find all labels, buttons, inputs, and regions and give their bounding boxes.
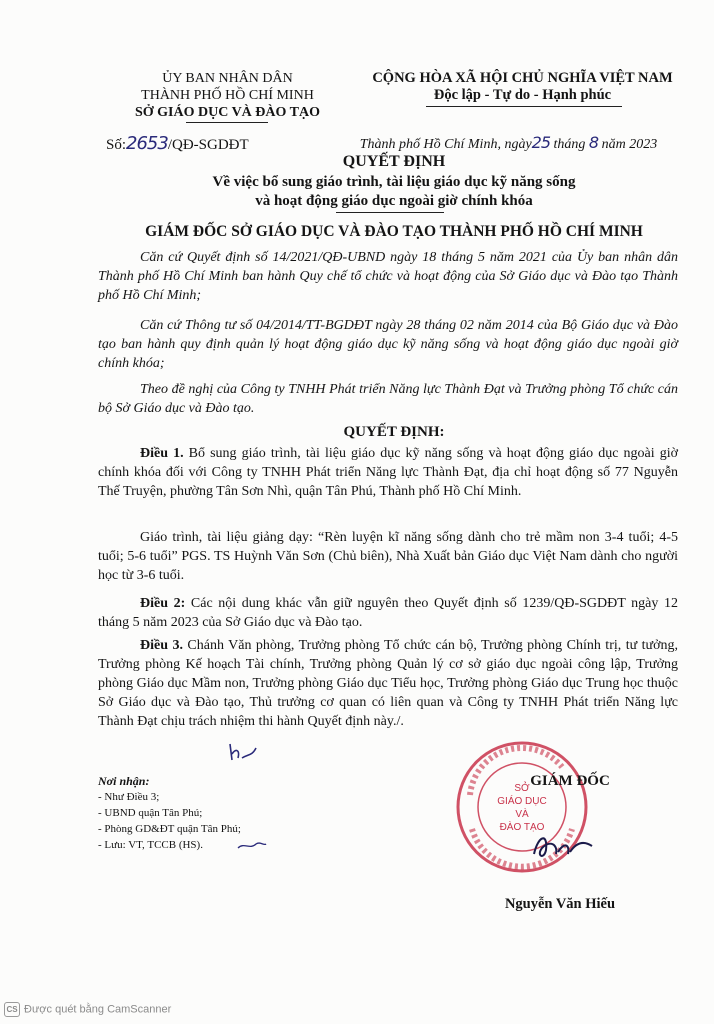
recipient-item: - Phòng GD&ĐT quận Tân Phú; bbox=[98, 823, 241, 835]
authority-underline bbox=[186, 122, 268, 123]
signer-title: GIÁM ĐỐC bbox=[530, 773, 610, 789]
doc-number-prefix: Số: bbox=[106, 137, 127, 153]
date-line bbox=[336, 133, 681, 153]
handwritten-signature bbox=[528, 826, 598, 866]
date-month: 8 bbox=[588, 133, 599, 152]
authority-line-3: SỞ GIÁO DỤC VÀ ĐÀO TẠO bbox=[134, 105, 320, 120]
recipients-heading: Nơi nhận: bbox=[98, 774, 150, 788]
article-2 bbox=[98, 594, 678, 632]
date-month-label: tháng bbox=[553, 137, 586, 152]
basis-3: Theo đề nghị của Công ty TNHH Phát triển Năng lực Thành Đạt và Trưởng phòng Tổ chức cán bộ Sở Giáo dục và Đào tạo. bbox=[98, 382, 678, 416]
stamp-text: ĐÀO TẠO bbox=[499, 822, 545, 833]
recipient-item: - Lưu: VT, TCCB (HS). bbox=[98, 839, 203, 851]
date-day: 25 bbox=[531, 133, 551, 152]
national-motto bbox=[350, 70, 695, 104]
article-1-extra: Giáo trình, tài liệu giảng dạy: “Rèn luyện kĩ năng sống dành cho trẻ mầm non 3-4 tuổi; 4-5 tuổi; 5-6 tuổi” PGS. TS Huỳnh Văn Sơn (Chủ biên), Nhà Xuất bản Giáo dục Việt Nam dành cho người học từ 3-6 tuổi. bbox=[98, 530, 678, 583]
motto: Độc lập - Tự do - Hạnh phúc bbox=[433, 87, 612, 103]
recipient-item: - Như Điều 3; bbox=[98, 791, 160, 803]
subject-underline bbox=[336, 212, 444, 213]
document-title: QUYẾT ĐỊNH bbox=[342, 153, 446, 170]
signer-name: Nguyễn Văn Hiếu bbox=[504, 896, 616, 912]
scanner-text: Được quét bằng CamScanner bbox=[24, 1003, 172, 1016]
recipient-item: - UBND quận Tân Phú; bbox=[98, 807, 203, 819]
authority-line-1: ỦY BAN NHÂN DÂN bbox=[162, 71, 293, 86]
recipients-block bbox=[98, 773, 358, 853]
article-1-label: Điều 1. bbox=[140, 446, 184, 461]
article-2-label: Điều 2: bbox=[140, 596, 186, 611]
stamp-text: GIÁO DỤC bbox=[497, 796, 547, 807]
authority-line-2: THÀNH PHỐ HỒ CHÍ MINH bbox=[141, 88, 314, 103]
filing-scribble bbox=[236, 838, 268, 852]
stamp-text: SỞ bbox=[514, 783, 530, 794]
initials-scribble bbox=[226, 740, 266, 764]
camscanner-icon: CS bbox=[4, 1002, 20, 1017]
article-1 bbox=[98, 444, 678, 501]
authority-heading: GIÁM ĐỐC SỞ GIÁO DỤC VÀ ĐÀO TẠO THÀNH PHỐ HỒ CHÍ MINH bbox=[145, 223, 643, 240]
date-year: năm 2023 bbox=[601, 137, 658, 152]
subject-line-2: và hoạt động giáo dục ngoài giờ chính khóa bbox=[255, 193, 533, 209]
basis-1: Căn cứ Quyết định số 14/2021/QĐ-UBND ngày 18 tháng 5 năm 2021 của Ủy ban nhân dân Thành phố Hồ Chí Minh ban hành Quy chế tổ chức và hoạt động của Sở Giáo dục và Đào tạo Thành phố Hồ Chí Minh; bbox=[98, 250, 678, 303]
article-1-text: Bổ sung giáo trình, tài liệu giáo dục kỹ năng sống và hoạt động giáo dục ngoài giờ chính khóa đối với Công ty TNHH Phát triển Năng lực Thành Đạt, địa chỉ hoạt động số 77 Nguyễn Thế Truyện, phường Tân Sơn Nhì, quận Tân Phú, Thành phố Hồ Chí Minh. bbox=[98, 446, 679, 499]
doc-number-handwritten: 2653 bbox=[126, 133, 168, 154]
scanner-watermark bbox=[4, 1002, 171, 1017]
date-place: Thành phố Hồ Chí Minh, ngày bbox=[359, 137, 532, 152]
motto-underline bbox=[426, 106, 622, 107]
document-number bbox=[106, 133, 249, 154]
subject-line-1: Về việc bổ sung giáo trình, tài liệu giáo dục kỹ năng sống bbox=[212, 174, 576, 190]
country-name: CỘNG HÒA XÃ HỘI CHỦ NGHĨA VIỆT NAM bbox=[372, 70, 673, 86]
article-3-label: Điều 3. bbox=[140, 638, 183, 653]
decision-heading: QUYẾT ĐỊNH: bbox=[343, 424, 445, 440]
article-2-text: Các nội dung khác vẫn giữ nguyên theo Quyết định số 1239/QĐ-SGDĐT ngày 12 tháng 5 năm 2023 của Sở Giáo dục và Đào tạo. bbox=[98, 596, 678, 630]
doc-number-suffix: /QĐ-SGDĐT bbox=[167, 137, 249, 153]
stamp-text: VÀ bbox=[515, 809, 529, 820]
article-3 bbox=[98, 636, 678, 731]
article-3-text: Chánh Văn phòng, Trưởng phòng Tổ chức cán bộ, Trưởng phòng Chính trị, tư tưởng, Trưởng phòng Kế hoạch Tài chính, Trưởng phòng Quản lý cơ sở giáo dục ngoài công lập, Trưởng phòng Giáo dục Mầm non, Trưởng phòng Giáo dục Tiểu học, Trưởng phòng Giáo dục Trung học thuộc Sở Giáo dục và Đào tạo, Thủ trưởng cơ quan có liên quan và Công ty TNHH Phát triển Năng lực Thành Đạt chịu trách nhiệm thi hành Quyết định này./. bbox=[98, 638, 679, 729]
issuing-authority bbox=[105, 70, 350, 121]
basis-2: Căn cứ Thông tư số 04/2014/TT-BGDĐT ngày 28 tháng 02 năm 2014 của Bộ Giáo dục và Đào tạo ban hành quy định quản lý hoạt động giáo dục kỹ năng sống và hoạt động giáo dục ngoài giờ chính khóa; bbox=[98, 318, 678, 371]
